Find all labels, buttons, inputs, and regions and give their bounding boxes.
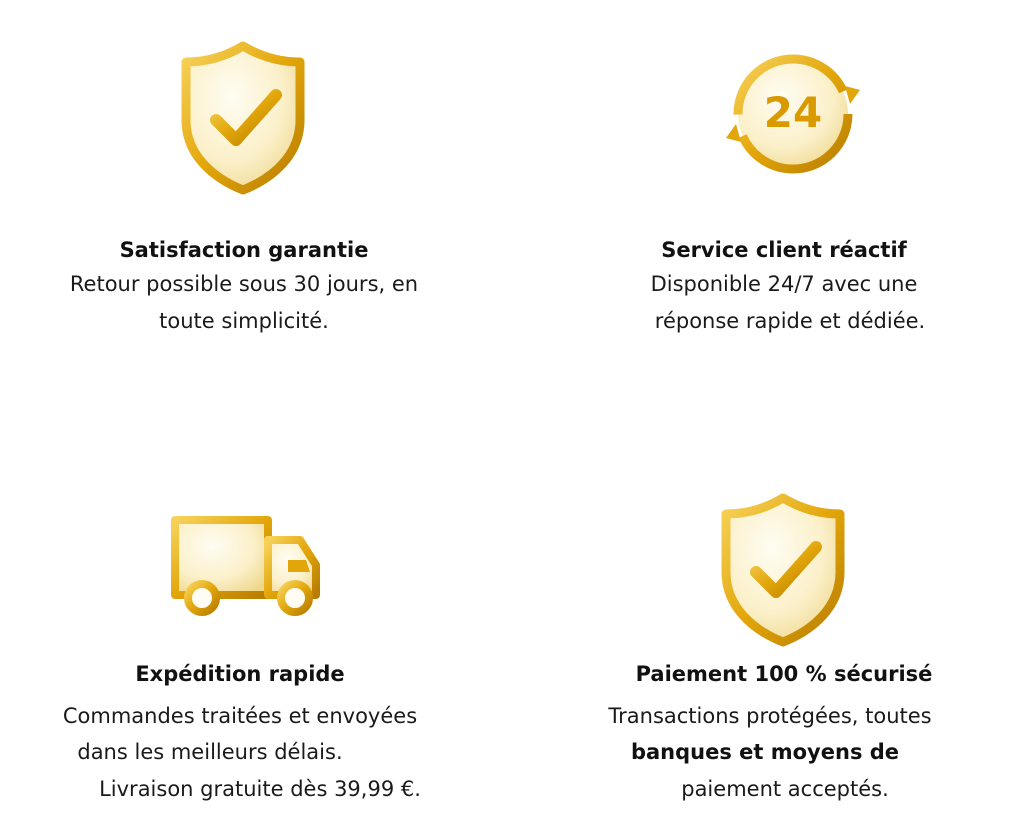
shield-check-icon — [718, 492, 848, 647]
feature-title: Expédition rapide — [135, 662, 345, 686]
feature-description-line: Transactions protégées, toutes — [608, 704, 932, 728]
feature-description-line: banques et moyens de — [630, 740, 900, 764]
feature-title: Paiement 100 % sécurisé — [635, 662, 933, 686]
clock-24-label: 24 — [763, 88, 823, 137]
feature-title: Service client réactif — [661, 238, 907, 262]
shield-check-icon — [178, 40, 308, 195]
feature-description-line: dans les meilleurs délais. — [77, 740, 343, 764]
feature-description-line: toute simplicité. — [159, 309, 329, 333]
feature-description-line: Livraison gratuite dès 39,99 €. — [99, 777, 421, 801]
feature-description-line: Commandes traitées et envoyées — [62, 704, 418, 728]
feature-title: Satisfaction garantie — [119, 238, 369, 262]
clock-24-icon — [718, 42, 868, 187]
feature-description-line: Disponible 24/7 avec une — [650, 272, 918, 296]
feature-description-line: paiement acceptés. — [681, 777, 889, 801]
feature-description-line: Retour possible sous 30 jours, en — [69, 272, 419, 296]
feature-description-line: réponse rapide et dédiée. — [654, 309, 926, 333]
delivery-truck-icon — [140, 510, 325, 620]
